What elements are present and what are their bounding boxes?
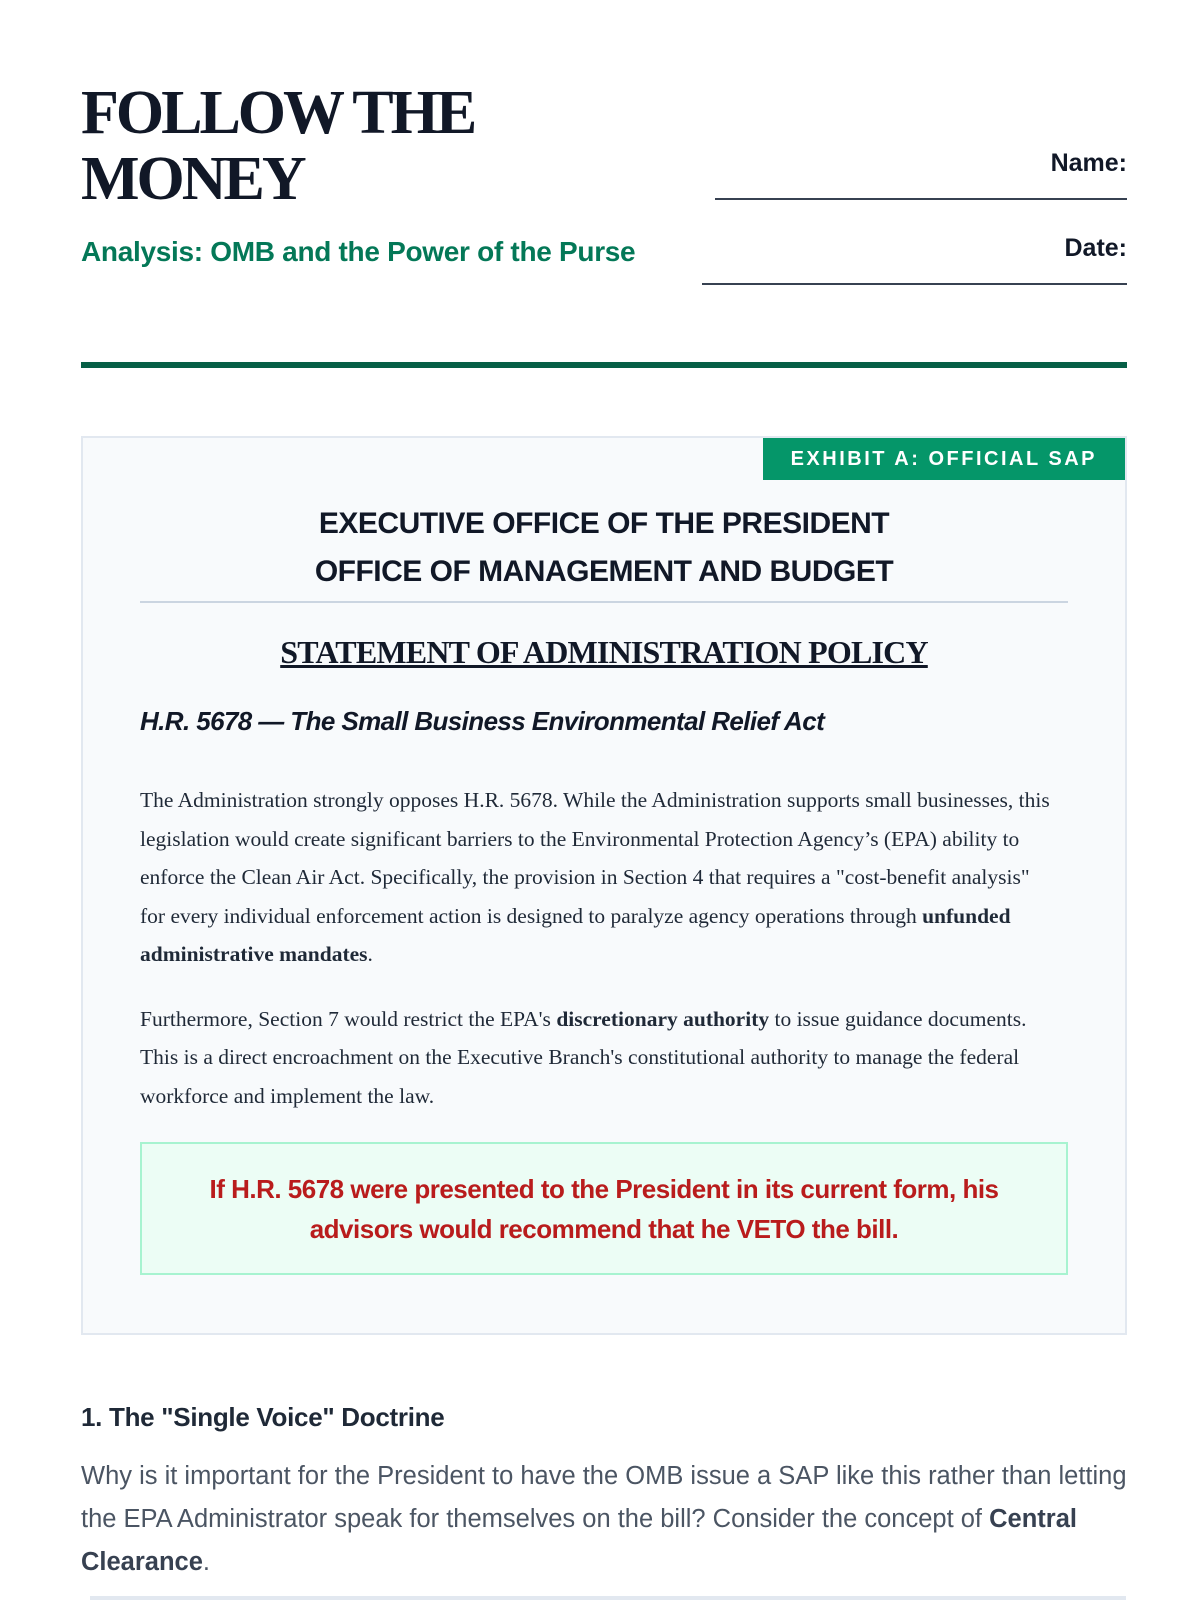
emphasis: Central Clearance: [81, 1505, 1077, 1576]
statement-title: STATEMENT OF ADMINISTRATION POLICY: [280, 634, 928, 670]
student-fields: [687, 148, 1127, 318]
office-line-1: EXECUTIVE OFFICE OF THE PRESIDENT: [318, 507, 890, 540]
date-label: Date:: [1064, 234, 1127, 262]
name-label: Name:: [1050, 149, 1127, 177]
question-1-text: Why is it important for the President to have the OMB issue a SAP like this rather than letting the EPA Administrator speak for themselves on the bill? Consider the concept of Central Clearance.: [81, 1462, 1127, 1576]
veto-callout: [140, 1142, 1068, 1275]
veto-text: If H.R. 5678 were presented to the President in its current form, his advisors would recommend that he VETO the bill.: [209, 1173, 999, 1244]
statement-body: [140, 781, 1055, 1141]
paragraph-2: Furthermore, Section 7 would restrict the EPA's discretionary authority to issue guidance documents. This is a direct encroachment on the Executive Branch's constitutional authority to manage the federal workforce and implement the law.: [140, 1006, 1027, 1108]
emphasis: unfunded administrative mandates: [140, 903, 1011, 966]
question-1-heading: 1. The "Single Voice" Doctrine: [81, 1402, 445, 1432]
office-heading: [138, 500, 1070, 596]
emphasis: discretionary authority: [556, 1006, 770, 1031]
exhibit-divider: [140, 601, 1068, 603]
date-field[interactable]: [702, 263, 1127, 285]
worksheet-subtitle: Analysis: OMB and the Power of the Purse: [81, 236, 636, 267]
bill-title: H.R. 5678 — The Small Business Environmental Relief Act: [140, 706, 825, 736]
header-divider: [81, 362, 1127, 368]
exhibit-badge: EXHIBIT A: OFFICIAL SAP: [763, 438, 1125, 480]
worksheet-header: [81, 80, 1127, 365]
name-field[interactable]: [715, 178, 1127, 200]
exhibit-document: [81, 436, 1127, 1335]
answer-box[interactable]: [90, 1596, 1126, 1600]
paragraph-1: The Administration strongly opposes H.R. 5678. While the Administration supports small businesses, this legislation would create significant barriers to the Environmental Protection Agency’s (EPA) ability to enforce the Clean Air Act. Specifically, the provision in Section 4 that requires a "cost-benefit analysis" for every individual enforcement action is designed to paralyze agency operations through unfunded administrative mandates.: [140, 788, 1050, 966]
office-line-2: OFFICE OF MANAGEMENT AND BUDGET: [314, 555, 894, 588]
worksheet-title: FOLLOW THE MONEY: [81, 79, 475, 213]
